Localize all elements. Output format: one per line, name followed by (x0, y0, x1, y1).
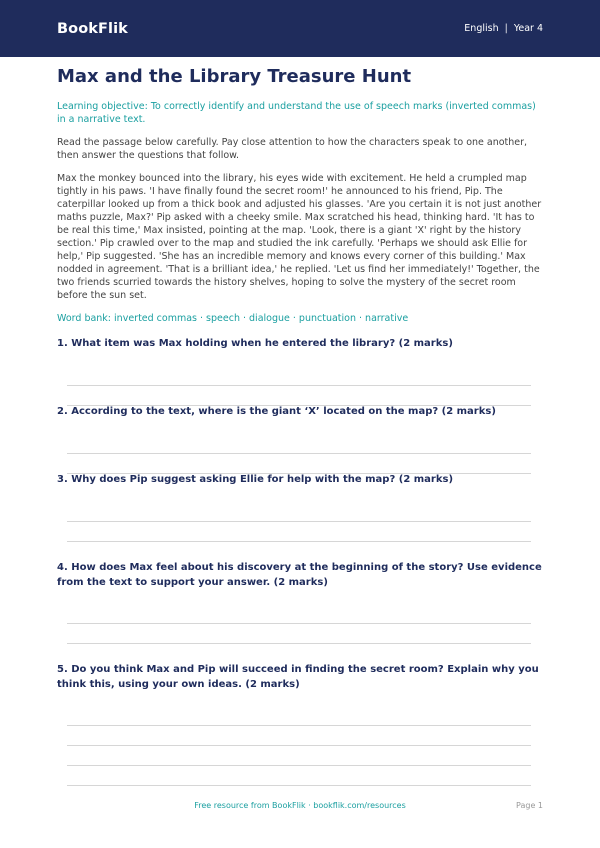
instructions: Read the passage below carefully. Pay close attention to how the characters speak to one another, then answer the questions that follow. (57, 137, 528, 161)
subject-year (464, 23, 543, 34)
word-bank: Word bank: inverted commas · speech · dialogue · punctuation · narrative (57, 313, 409, 324)
answer-line[interactable] (67, 623, 531, 624)
answer-line[interactable] (67, 785, 531, 786)
learning-objective: Learning objective: To correctly identify and understand the use of speech marks (inverted commas) in a narrative text. (57, 101, 536, 125)
brand-logo: BookFlik (57, 20, 128, 37)
worksheet-body (57, 66, 543, 325)
footer-credit: Free resource from BookFlik · bookflik.com/resources (194, 801, 406, 810)
answer-line[interactable] (67, 453, 531, 454)
question-1: 1. What item was Max holding when he entered the library? (2 marks) (57, 338, 453, 349)
page-number: Page 1 (516, 801, 543, 810)
reading-passage: Max the monkey bounced into the library, his eyes wide with excitement. He held a crumpled map tightly in his paws. 'I have finally found the secret room!' he announced to his friend, Pip. The caterpillar looked up from a thick book and adjusted his glasses. 'Are you certain it is not just another maths puzzle, Max?' Pip asked with a cheeky smile. Max scratched his head, thinking hard. 'It has to be real this time,' Max insisted, pointing at the map. 'Look, there is a giant 'X' right by the history section.' Pip crawled over to the map and studied the ink carefully. 'Perhaps we should ask Ellie for help,' Pip suggested. 'She has an incredible memory and knows every corner of this building.' Max nodded in agreement. 'That is a brilliant idea,' he replied. 'Let us find her immediately!' Together, the two friends scurried towards the history shelves, hoping to solve the mystery of the secret room before the sun set. (57, 173, 542, 301)
page-title: Max and the Library Treasure Hunt (57, 66, 412, 87)
question-3: 3. Why does Pip suggest asking Ellie for help with the map? (2 marks) (57, 474, 454, 485)
answer-line[interactable] (67, 725, 531, 726)
subject-label: English (464, 23, 499, 34)
meta-separator: | (504, 23, 508, 34)
answer-line[interactable] (67, 521, 531, 522)
header-bar (0, 0, 600, 57)
answer-line[interactable] (67, 643, 531, 644)
year-label: Year 4 (513, 23, 543, 34)
question-4: 4. How does Max feel about his discovery at the beginning of the story? Use evidence from the text to support your answer. (2 marks) (57, 562, 542, 588)
question-2: 2. According to the text, where is the giant ‘X’ located on the map? (2 marks) (57, 406, 496, 417)
answer-line[interactable] (67, 765, 531, 766)
answer-line[interactable] (67, 385, 531, 386)
question-5: 5. Do you think Max and Pip will succeed in finding the secret room? Explain why you think this, using your own ideas. (2 marks) (57, 664, 539, 690)
answer-line[interactable] (67, 745, 531, 746)
answer-line[interactable] (67, 541, 531, 542)
